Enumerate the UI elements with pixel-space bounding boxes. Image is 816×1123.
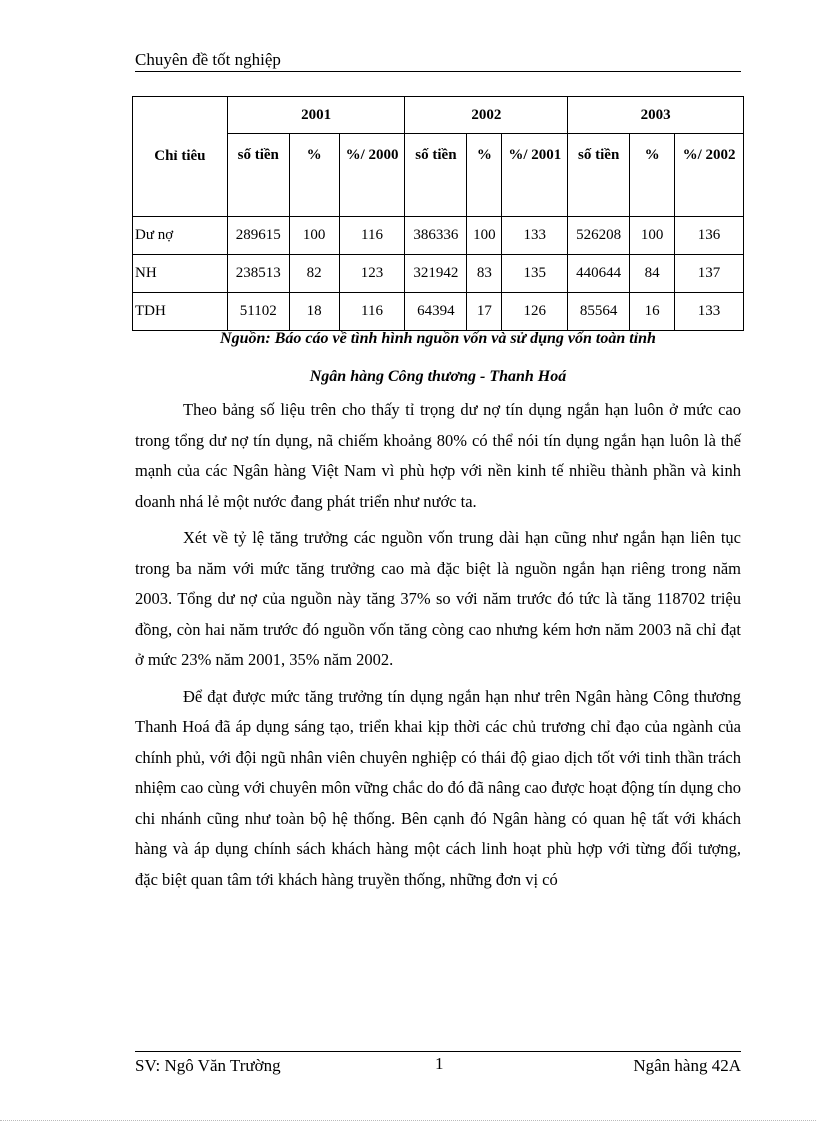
table-cell: 136	[675, 217, 744, 255]
paragraph: Theo bảng số liệu trên cho thấy tỉ trọng dư nợ tín dụng ngắn hạn luôn ở mức cao trong tổng dư nợ tín dụng, nã chiếm khoảng 80% có thể nói tín dụng ngắn hạn luôn là thế mạnh của các Ngân hàng Việt Nam vì phù hợp với nền kinh tế nhiều thành phần và kinh doanh nhá lẻ một nước đang phát triển như nước ta.	[135, 400, 741, 511]
row-label: TDH	[133, 293, 228, 331]
subheader-growth: %/ 2001	[502, 134, 568, 217]
subheader-amount: số tiền	[227, 134, 289, 217]
table-cell: 137	[675, 255, 744, 293]
table-cell: 64394	[405, 293, 467, 331]
paragraph: Xét về tỷ lệ tăng trưởng các nguồn vốn trung dài hạn cũng như ngắn hạn liên tục trong ba năm với mức tăng trưởng cao mà đặc biệt là nguồn ngắn hạn riêng trong năm 2003. Tổng dư nợ của nguồn này tăng 37% so với năm trước đó tức là tăng 118702 triệu đồng, còn hai năm trước đó nguồn vốn tăng còng cao nhưng kém hơn năm 2003 nã chỉ đạt ở mức 23% năm 2001, 35% năm 2002.	[135, 528, 741, 669]
table-cell: 238513	[227, 255, 289, 293]
table-cell: 289615	[227, 217, 289, 255]
page-footer	[135, 1056, 741, 1078]
subheader-growth: %/ 2002	[675, 134, 744, 217]
table-cell: 83	[467, 255, 502, 293]
table-cell: 321942	[405, 255, 467, 293]
year-header-2003: 2003	[568, 97, 744, 134]
table-row	[133, 217, 744, 255]
footer-divider	[135, 1051, 741, 1052]
footer-author: SV: Ngô Văn Trường	[135, 1056, 281, 1075]
source-line-2: Ngân hàng Công thương - Thanh Hoá	[309, 368, 567, 385]
page-edge-divider	[0, 1120, 816, 1121]
table-source-caption	[135, 320, 741, 396]
row-label: NH	[133, 255, 228, 293]
table-cell: 126	[502, 293, 568, 331]
table-cell: 135	[502, 255, 568, 293]
subheader-amount: số tiền	[568, 134, 630, 217]
table-cell: 100	[289, 217, 339, 255]
table-cell: 526208	[568, 217, 630, 255]
row-header-cell: Chỉ tiêu	[133, 97, 228, 217]
subheader-amount: số tiền	[405, 134, 467, 217]
table-cell: 100	[467, 217, 502, 255]
table-cell: 116	[339, 293, 405, 331]
table-year-header-row	[133, 97, 744, 134]
subheader-growth: %/ 2000	[339, 134, 405, 217]
table-cell: 85564	[568, 293, 630, 331]
header-divider	[135, 71, 741, 72]
table-cell: 123	[339, 255, 405, 293]
table-cell: 17	[467, 293, 502, 331]
table-cell: 133	[675, 293, 744, 331]
year-header-2001: 2001	[227, 97, 405, 134]
subheader-percent: %	[289, 134, 339, 217]
table-cell: 84	[630, 255, 675, 293]
table-cell: 386336	[405, 217, 467, 255]
table-row	[133, 255, 744, 293]
table-cell: 16	[630, 293, 675, 331]
table-cell: 440644	[568, 255, 630, 293]
footer-page-number: 1	[435, 1054, 444, 1073]
paragraph: Để đạt được mức tăng trưởng tín dụng ngắn hạn như trên Ngân hàng Công thương Thanh Hoá đã áp dụng sáng tạo, triển khai kịp thời các chủ trương chỉ đạo của ngành của chính phủ, với đội ngũ nhân viên chuyên nghiệp có thái độ giao dịch tốt với tinh thần trách nhiệm cao cùng với chuyên môn vững chắc do đó đã nâng cao được hoạt động tín dụng cho chi nhánh cũng như toàn bộ hệ thống. Bên cạnh đó Ngân hàng có quan hệ tất với khách hàng và áp dụng chính sách khách hàng một cách linh hoạt phù hợp với từng đối tượng, đặc biệt quan tâm tới khách hàng truyền thống, những đơn vị có	[135, 686, 741, 889]
year-header-2002: 2002	[405, 97, 568, 134]
footer-class: Ngân hàng 42A	[633, 1056, 741, 1075]
table-cell: 51102	[227, 293, 289, 331]
source-line-1: Nguồn: Báo cáo về tình hình nguồn vốn và sử dụng vốn toàn tỉnh	[220, 330, 656, 347]
table-cell: 116	[339, 217, 405, 255]
page-header-title: Chuyên đề tốt nghiệp	[135, 50, 281, 69]
row-label: Dư nợ	[133, 217, 228, 255]
table-cell: 18	[289, 293, 339, 331]
subheader-percent: %	[467, 134, 502, 217]
table-cell: 133	[502, 217, 568, 255]
table-cell: 100	[630, 217, 675, 255]
body-text	[135, 395, 741, 901]
subheader-percent: %	[630, 134, 675, 217]
credit-table	[132, 96, 744, 331]
table-cell: 82	[289, 255, 339, 293]
